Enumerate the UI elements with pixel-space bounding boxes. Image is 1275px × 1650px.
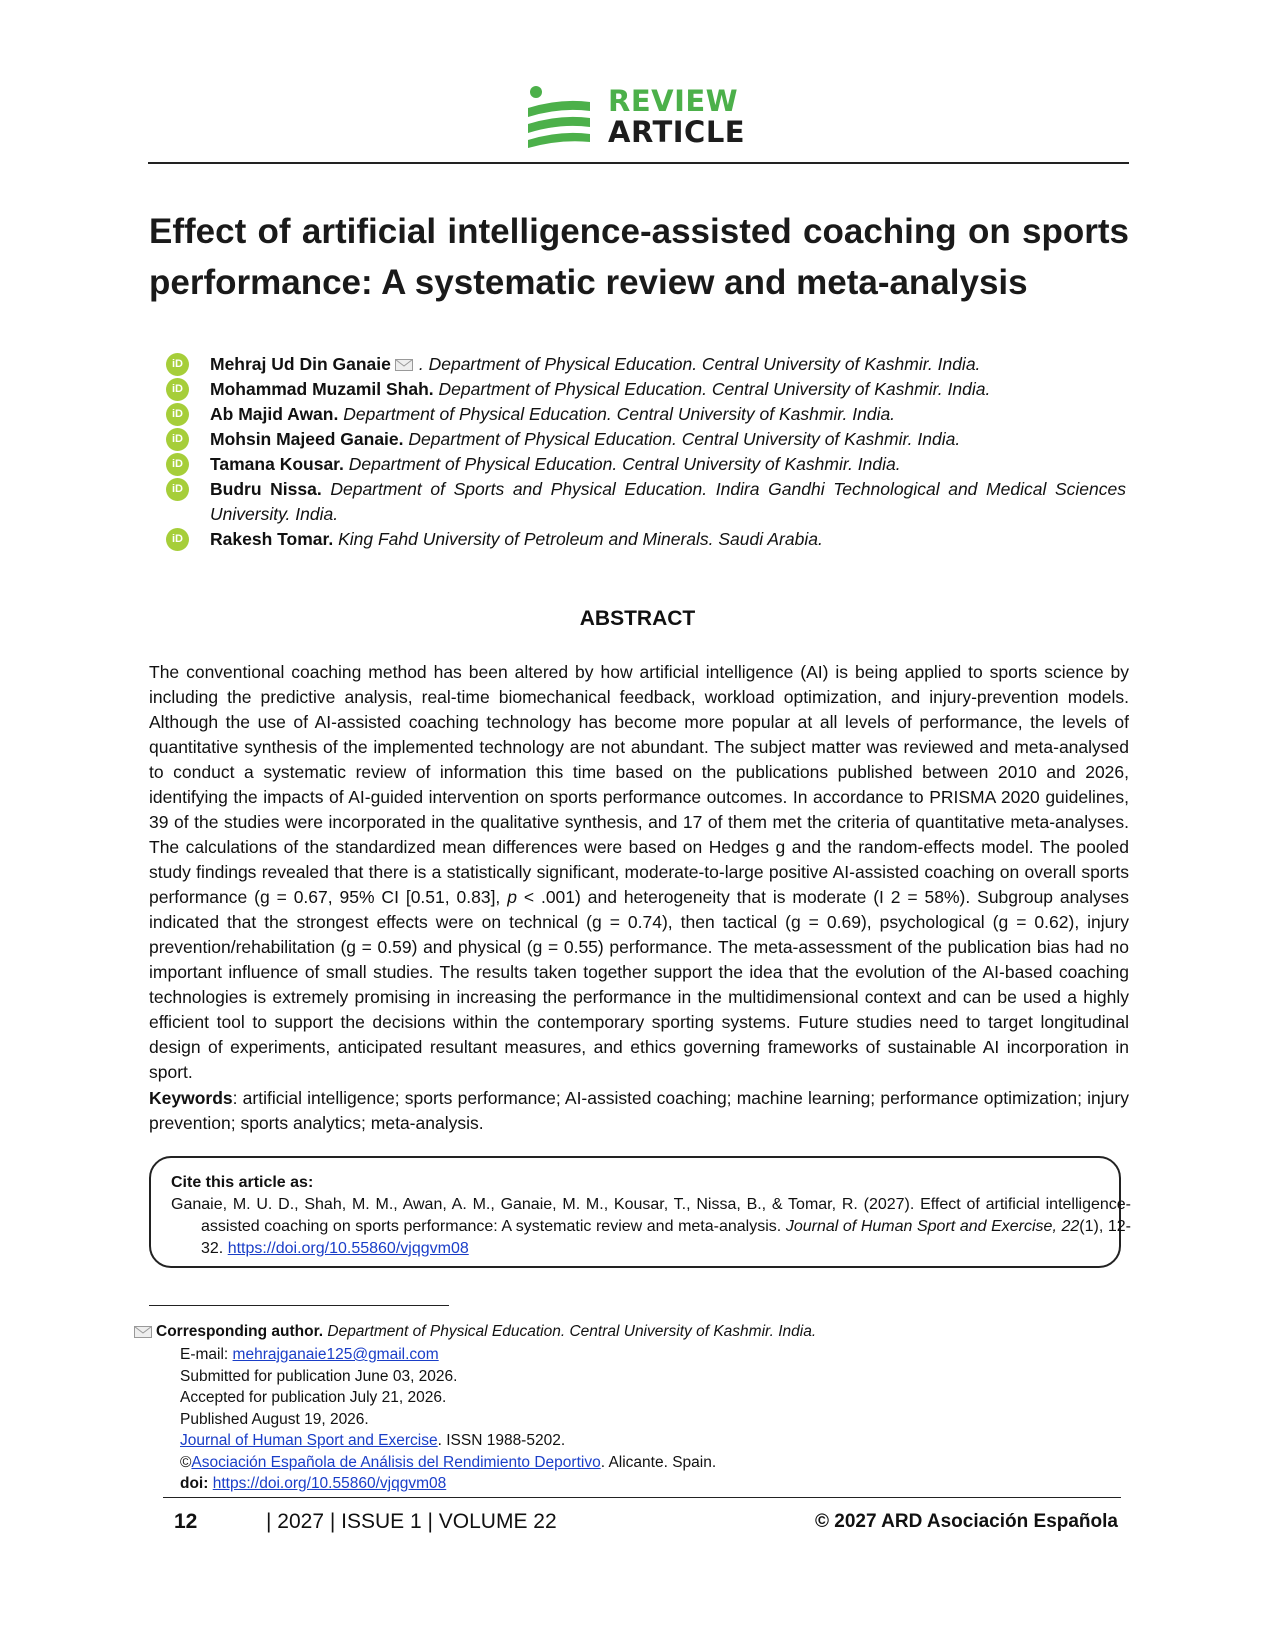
orcid-icon[interactable]: iD <box>166 478 189 501</box>
corresponding-author <box>134 1321 1094 1343</box>
abstract-text-part-2: < .001) and heterogeneity that is moderate (I 2 = 58%). Subgroup analyses indicated that the strongest effects were on technical (g = 0.74), then tactical (g = 0.69), psychological (g = 0.62), injury prevention/rehabilitation (g = 0.59) and physical (g = 0.55) performance. The meta-assessment of the publication bias had no important influence of small studies. The results taken together support the idea that the evolution of the AI-based coaching technologies is extremely promising in increasing the performance in the multidimensional context and can be used a highly efficient tool to support the decisions within the contemporary sporting systems. Future studies need to target longitudinal design of experiments, anticipated resultant measures, and ethics governing frameworks of sustainable AI incorporation in sport. <box>149 887 1129 1082</box>
keywords <box>149 1086 1129 1136</box>
review-article-badge <box>526 86 756 148</box>
citation-doi-link[interactable]: https://doi.org/10.55860/vjqgvm08 <box>227 1240 469 1257</box>
orcid-icon[interactable]: iD <box>166 378 189 401</box>
author-name: Rakesh Tomar. <box>210 529 334 549</box>
submitted-date: Submitted for publication June 03, 2026. <box>180 1367 458 1385</box>
email-line <box>180 1344 1080 1366</box>
orcid-icon[interactable]: iD <box>166 453 189 476</box>
badge-line-article: ARTICLE <box>608 115 746 149</box>
author-name: Budru Nissa. <box>210 479 322 499</box>
abstract-body <box>149 660 1129 1085</box>
author-name: Mohsin Majeed Ganaie. <box>210 429 404 449</box>
citation-issue-pages: (1), 12-32. <box>201 1218 1132 1257</box>
footnote-rule <box>149 1305 449 1306</box>
abstract-heading: ABSTRACT <box>579 607 696 630</box>
author-list <box>166 352 1126 552</box>
accepted-date: Accepted for publication July 21, 2026. <box>180 1389 447 1406</box>
orcid-icon[interactable]: iD <box>166 353 189 376</box>
author-affiliation: Department of Physical Education. Central University of Kashmir. India. <box>348 454 901 474</box>
journal-link[interactable]: Journal of Human Sport and Exercise <box>180 1432 438 1449</box>
email-label: E-mail: <box>180 1346 229 1363</box>
issn-text: . ISSN 1988-5202. <box>437 1432 566 1449</box>
author-item <box>166 377 1126 402</box>
doi-label: doi: <box>180 1475 209 1492</box>
header-rule <box>148 162 1129 164</box>
page-number: 12 <box>174 1510 198 1533</box>
corresponding-label: Corresponding author. <box>156 1323 324 1340</box>
page-footer <box>0 1507 1275 1537</box>
author-item <box>166 452 1126 477</box>
doi-link[interactable]: https://doi.org/10.55860/vjqgvm08 <box>212 1475 447 1492</box>
author-name: Tamana Kousar. <box>210 454 344 474</box>
envelope-icon <box>134 1326 152 1338</box>
article-title: Effect of artificial intelligence-assisted coaching on sports performance: A systematic review and meta-analysis <box>149 212 1129 302</box>
copyright-symbol: © <box>180 1453 192 1471</box>
citation-volume: 22 <box>1061 1218 1080 1235</box>
doi-line <box>180 1473 1080 1495</box>
corresponding-affiliation: Department of Physical Education. Central University of Kashmir. India. <box>327 1323 817 1340</box>
orcid-icon[interactable]: iD <box>166 528 189 551</box>
orcid-icon[interactable]: iD <box>166 403 189 426</box>
author-item <box>166 527 1126 552</box>
author-affiliation: Department of Physical Education. Central University of Kashmir. India. <box>343 404 896 424</box>
author-item <box>166 352 1126 377</box>
keywords-label: Keywords <box>149 1088 233 1108</box>
citation-reference: Ganaie, M. U. D., Shah, M. M., Awan, A. M., Ganaie, M. M., Kousar, T., Nissa, B., & Tomar, R. (2027). Effect of artificial intelligence-assisted coaching on sports performance: A systematic review and meta-analysis. <box>171 1196 1131 1235</box>
author-item <box>166 427 1126 452</box>
citation-box <box>149 1156 1132 1268</box>
email-link[interactable]: mehrajganaie125@gmail.com <box>232 1346 439 1363</box>
published-date: Published August 19, 2026. <box>180 1410 369 1428</box>
footer-copyright: © 2027 ARD Asociación Española <box>815 1511 1118 1532</box>
author-affiliation: Department of Physical Education. Central University of Kashmir. India. <box>438 379 991 399</box>
footer-rule <box>163 1497 1121 1498</box>
author-affiliation: King Fahd University of Petroleum and Minerals. Saudi Arabia. <box>338 529 823 549</box>
orcid-icon[interactable]: iD <box>166 428 189 451</box>
journal-line <box>180 1430 1080 1452</box>
author-item <box>166 477 1126 527</box>
citation-label: Cite this article as: <box>171 1174 314 1191</box>
author-affiliation: Department of Physical Education. Central University of Kashmir. India. <box>408 429 961 449</box>
author-name: Mohammad Muzamil Shah. <box>210 379 434 399</box>
badge-line-review: REVIEW <box>608 84 739 118</box>
review-stripes-icon <box>526 86 592 148</box>
abstract-text-part-1: The conventional coaching method has been altered by how artificial intelligence (AI) is being applied to sports science by including the predictive analysis, real-time biomechanical feedback, workload optimization, and injury-prevention models. Although the use of AI-assisted coaching technology has become more popular at all levels of performance, the levels of quantitative synthesis of the implemented technology are not abundant. The subject matter was reviewed and meta-analysed to conduct a systematic review of information this time based on the publications published between 2010 and 2026, identifying the impacts of AI-guided intervention on sports performance outcomes. In accordance to PRISMA 2020 guidelines, 39 of the studies were incorporated in the qualitative synthesis, and 17 of them met the criteria of quantitative meta-analyses. The calculations of the standardized mean differences were based on Hedges g and the random-effects model. The pooled study findings revealed that there is a statistically significant, moderate-to-large positive AI-assisted coaching on overall sports performance (g = 0.67, 95% CI [0.51, 0.83], <box>149 662 1129 907</box>
author-name: Mehraj Ud Din Ganaie <box>210 354 391 374</box>
issue-info: | 2027 | ISSUE 1 | VOLUME 22 <box>266 1510 557 1533</box>
citation-text <box>171 1194 1131 1260</box>
envelope-icon[interactable] <box>395 359 413 371</box>
publication-notes <box>180 1344 1080 1495</box>
author-affiliation: Department of Sports and Physical Education. Indira Gandhi Technological and Medical Sciences University. India. <box>210 479 1126 524</box>
association-line <box>180 1452 1080 1474</box>
p-value-symbol: p <box>507 887 517 907</box>
keywords-text: : artificial intelligence; sports performance; AI-assisted coaching; machine learning; performance optimization; injury prevention; sports analytics; meta-analysis. <box>149 1088 1129 1133</box>
association-location: . Alicante. Spain. <box>600 1453 717 1471</box>
association-link[interactable]: Asociación Española de Análisis del Rendimiento Deportivo <box>191 1453 601 1471</box>
author-item <box>166 402 1126 427</box>
author-affiliation: . Department of Physical Education. Central University of Kashmir. India. <box>418 354 981 374</box>
citation-journal: Journal of Human Sport and Exercise, <box>785 1218 1057 1235</box>
author-name: Ab Majid Awan. <box>210 404 339 424</box>
